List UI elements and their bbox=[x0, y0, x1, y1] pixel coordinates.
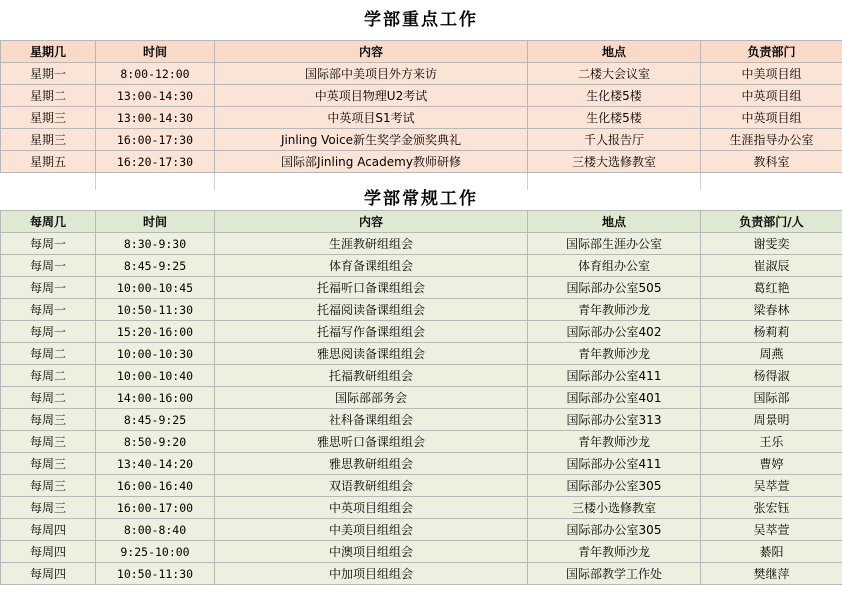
cell-time: 8:00-8:40 bbox=[96, 519, 215, 541]
table-row bbox=[1, 85, 842, 107]
cell-day: 星期一 bbox=[1, 63, 96, 85]
column-header-day: 每周几 bbox=[1, 211, 96, 233]
cell-owner: 綦阳 bbox=[701, 541, 842, 563]
cell-location: 三楼大选修教室 bbox=[528, 151, 701, 173]
table-row bbox=[1, 129, 842, 151]
cell-owner: 王乐 bbox=[701, 431, 842, 453]
table-row bbox=[1, 151, 842, 173]
header-row bbox=[1, 211, 842, 233]
cell-content: 国际部Jinling Academy教师研修 bbox=[215, 151, 528, 173]
cell-location: 三楼小选修教室 bbox=[528, 497, 701, 519]
cell-location: 青年教师沙龙 bbox=[528, 541, 701, 563]
spacer-row bbox=[1, 173, 842, 191]
routine-work-table bbox=[0, 210, 842, 585]
cell-location: 青年教师沙龙 bbox=[528, 343, 701, 365]
cell-day: 每周四 bbox=[1, 541, 96, 563]
cell-day: 每周一 bbox=[1, 277, 96, 299]
table-row bbox=[1, 107, 842, 129]
cell-content: 国际部中美项目外方来访 bbox=[215, 63, 528, 85]
cell-time: 9:25-10:00 bbox=[96, 541, 215, 563]
cell-owner: 周燕 bbox=[701, 343, 842, 365]
table-row bbox=[1, 475, 842, 497]
cell-location: 体育组办公室 bbox=[528, 255, 701, 277]
cell-owner: 张宏钰 bbox=[701, 497, 842, 519]
cell-content: 社科备课组组会 bbox=[215, 409, 528, 431]
section2-title: 学部常规工作 bbox=[364, 189, 478, 209]
cell-content: 托福写作备课组组会 bbox=[215, 321, 528, 343]
cell-content: 雅思教研组组会 bbox=[215, 453, 528, 475]
cell-owner: 中美项目组 bbox=[701, 63, 842, 85]
cell-day: 每周三 bbox=[1, 431, 96, 453]
cell-owner: 吴萃萱 bbox=[701, 519, 842, 541]
table-row bbox=[1, 497, 842, 519]
cell-day: 每周二 bbox=[1, 343, 96, 365]
cell-day: 每周一 bbox=[1, 321, 96, 343]
cell-day: 每周二 bbox=[1, 387, 96, 409]
cell-owner: 杨莉莉 bbox=[701, 321, 842, 343]
cell-location: 国际部办公室401 bbox=[528, 387, 701, 409]
cell-owner: 杨得淑 bbox=[701, 365, 842, 387]
cell-owner: 吴萃萱 bbox=[701, 475, 842, 497]
table-row bbox=[1, 519, 842, 541]
cell-location: 国际部办公室305 bbox=[528, 519, 701, 541]
cell-location: 国际部办公室505 bbox=[528, 277, 701, 299]
cell-time: 16:20-17:30 bbox=[96, 151, 215, 173]
table-row bbox=[1, 365, 842, 387]
cell-time: 10:00-10:30 bbox=[96, 343, 215, 365]
cell-owner: 樊继萍 bbox=[701, 563, 842, 585]
cell-day: 每周二 bbox=[1, 365, 96, 387]
cell-owner: 崔淑辰 bbox=[701, 255, 842, 277]
cell-content: 中英项目物理U2考试 bbox=[215, 85, 528, 107]
cell-owner: 曹婷 bbox=[701, 453, 842, 475]
cell-time: 15:20-16:00 bbox=[96, 321, 215, 343]
cell-content: 雅思阅读备课组组会 bbox=[215, 343, 528, 365]
column-header-content: 内容 bbox=[215, 211, 528, 233]
cell-content: 生涯教研组组会 bbox=[215, 233, 528, 255]
table-row bbox=[1, 299, 842, 321]
table-row bbox=[1, 321, 842, 343]
cell-owner: 生涯指导办公室 bbox=[701, 129, 842, 151]
cell-day: 每周三 bbox=[1, 497, 96, 519]
cell-location: 青年教师沙龙 bbox=[528, 299, 701, 321]
cell-time: 13:00-14:30 bbox=[96, 107, 215, 129]
cell-location: 生化楼5楼 bbox=[528, 107, 701, 129]
cell-day: 星期三 bbox=[1, 129, 96, 151]
cell-location: 国际部办公室402 bbox=[528, 321, 701, 343]
cell-content: 双语教研组组会 bbox=[215, 475, 528, 497]
table-row bbox=[1, 277, 842, 299]
table-row bbox=[1, 343, 842, 365]
cell-owner: 教科室 bbox=[701, 151, 842, 173]
cell-location: 国际部办公室411 bbox=[528, 453, 701, 475]
column-header-owner: 负责部门/人 bbox=[701, 211, 842, 233]
cell-content: Jinling Voice新生奖学金颁奖典礼 bbox=[215, 129, 528, 151]
cell-location: 生化楼5楼 bbox=[528, 85, 701, 107]
column-header-location: 地点 bbox=[528, 41, 701, 63]
table-row bbox=[1, 409, 842, 431]
cell-time: 10:00-10:40 bbox=[96, 365, 215, 387]
cell-owner: 谢雯奕 bbox=[701, 233, 842, 255]
column-header-time: 时间 bbox=[96, 211, 215, 233]
cell-time: 10:50-11:30 bbox=[96, 299, 215, 321]
table-row bbox=[1, 431, 842, 453]
cell-time: 8:45-9:25 bbox=[96, 409, 215, 431]
cell-location: 国际部办公室313 bbox=[528, 409, 701, 431]
cell-time: 13:00-14:30 bbox=[96, 85, 215, 107]
table-row bbox=[1, 541, 842, 563]
cell-content: 雅思听口备课组组会 bbox=[215, 431, 528, 453]
cell-time: 8:30-9:30 bbox=[96, 233, 215, 255]
cell-owner: 梁春林 bbox=[701, 299, 842, 321]
table-row bbox=[1, 453, 842, 475]
cell-content: 中英项目组组会 bbox=[215, 497, 528, 519]
cell-time: 16:00-16:40 bbox=[96, 475, 215, 497]
cell-content: 体育备课组组会 bbox=[215, 255, 528, 277]
cell-day: 星期二 bbox=[1, 85, 96, 107]
cell-owner: 周景明 bbox=[701, 409, 842, 431]
cell-location: 二楼大会议室 bbox=[528, 63, 701, 85]
cell-day: 星期五 bbox=[1, 151, 96, 173]
cell-day: 每周四 bbox=[1, 519, 96, 541]
cell-content: 中加项目组组会 bbox=[215, 563, 528, 585]
cell-time: 16:00-17:30 bbox=[96, 129, 215, 151]
cell-location: 国际部教学工作处 bbox=[528, 563, 701, 585]
cell-day: 每周三 bbox=[1, 475, 96, 497]
table-row bbox=[1, 387, 842, 409]
table-row bbox=[1, 63, 842, 85]
cell-time: 8:45-9:25 bbox=[96, 255, 215, 277]
cell-content: 托福阅读备课组组会 bbox=[215, 299, 528, 321]
cell-time: 14:00-16:00 bbox=[96, 387, 215, 409]
cell-content: 国际部部务会 bbox=[215, 387, 528, 409]
cell-content: 托福听口备课组组会 bbox=[215, 277, 528, 299]
column-header-time: 时间 bbox=[96, 41, 215, 63]
cell-day: 每周三 bbox=[1, 409, 96, 431]
cell-location: 千人报告厅 bbox=[528, 129, 701, 151]
cell-day: 星期三 bbox=[1, 107, 96, 129]
cell-day: 每周四 bbox=[1, 563, 96, 585]
cell-content: 中英项目S1考试 bbox=[215, 107, 528, 129]
column-header-location: 地点 bbox=[528, 211, 701, 233]
cell-time: 10:50-11:30 bbox=[96, 563, 215, 585]
header-row bbox=[1, 41, 842, 63]
table-row bbox=[1, 233, 842, 255]
cell-content: 中澳项目组组会 bbox=[215, 541, 528, 563]
cell-time: 16:00-17:00 bbox=[96, 497, 215, 519]
cell-owner: 葛红艳 bbox=[701, 277, 842, 299]
cell-day: 每周三 bbox=[1, 453, 96, 475]
cell-location: 青年教师沙龙 bbox=[528, 431, 701, 453]
cell-location: 国际部办公室411 bbox=[528, 365, 701, 387]
cell-content: 中美项目组组会 bbox=[215, 519, 528, 541]
cell-content: 托福教研组组会 bbox=[215, 365, 528, 387]
cell-owner: 中英项目组 bbox=[701, 85, 842, 107]
cell-day: 每周一 bbox=[1, 233, 96, 255]
table-row bbox=[1, 255, 842, 277]
cell-owner: 中英项目组 bbox=[701, 107, 842, 129]
cell-day: 每周一 bbox=[1, 255, 96, 277]
cell-day: 每周一 bbox=[1, 299, 96, 321]
cell-location: 国际部生涯办公室 bbox=[528, 233, 701, 255]
cell-time: 8:00-12:00 bbox=[96, 63, 215, 85]
cell-time: 10:00-10:45 bbox=[96, 277, 215, 299]
cell-time: 13:40-14:20 bbox=[96, 453, 215, 475]
column-header-content: 内容 bbox=[215, 41, 528, 63]
cell-time: 8:50-9:20 bbox=[96, 431, 215, 453]
section1-title: 学部重点工作 bbox=[364, 10, 478, 30]
column-header-day: 星期几 bbox=[1, 41, 96, 63]
table-row bbox=[1, 563, 842, 585]
key-work-table bbox=[0, 40, 842, 190]
cell-location: 国际部办公室305 bbox=[528, 475, 701, 497]
column-header-owner: 负责部门 bbox=[701, 41, 842, 63]
cell-owner: 国际部 bbox=[701, 387, 842, 409]
